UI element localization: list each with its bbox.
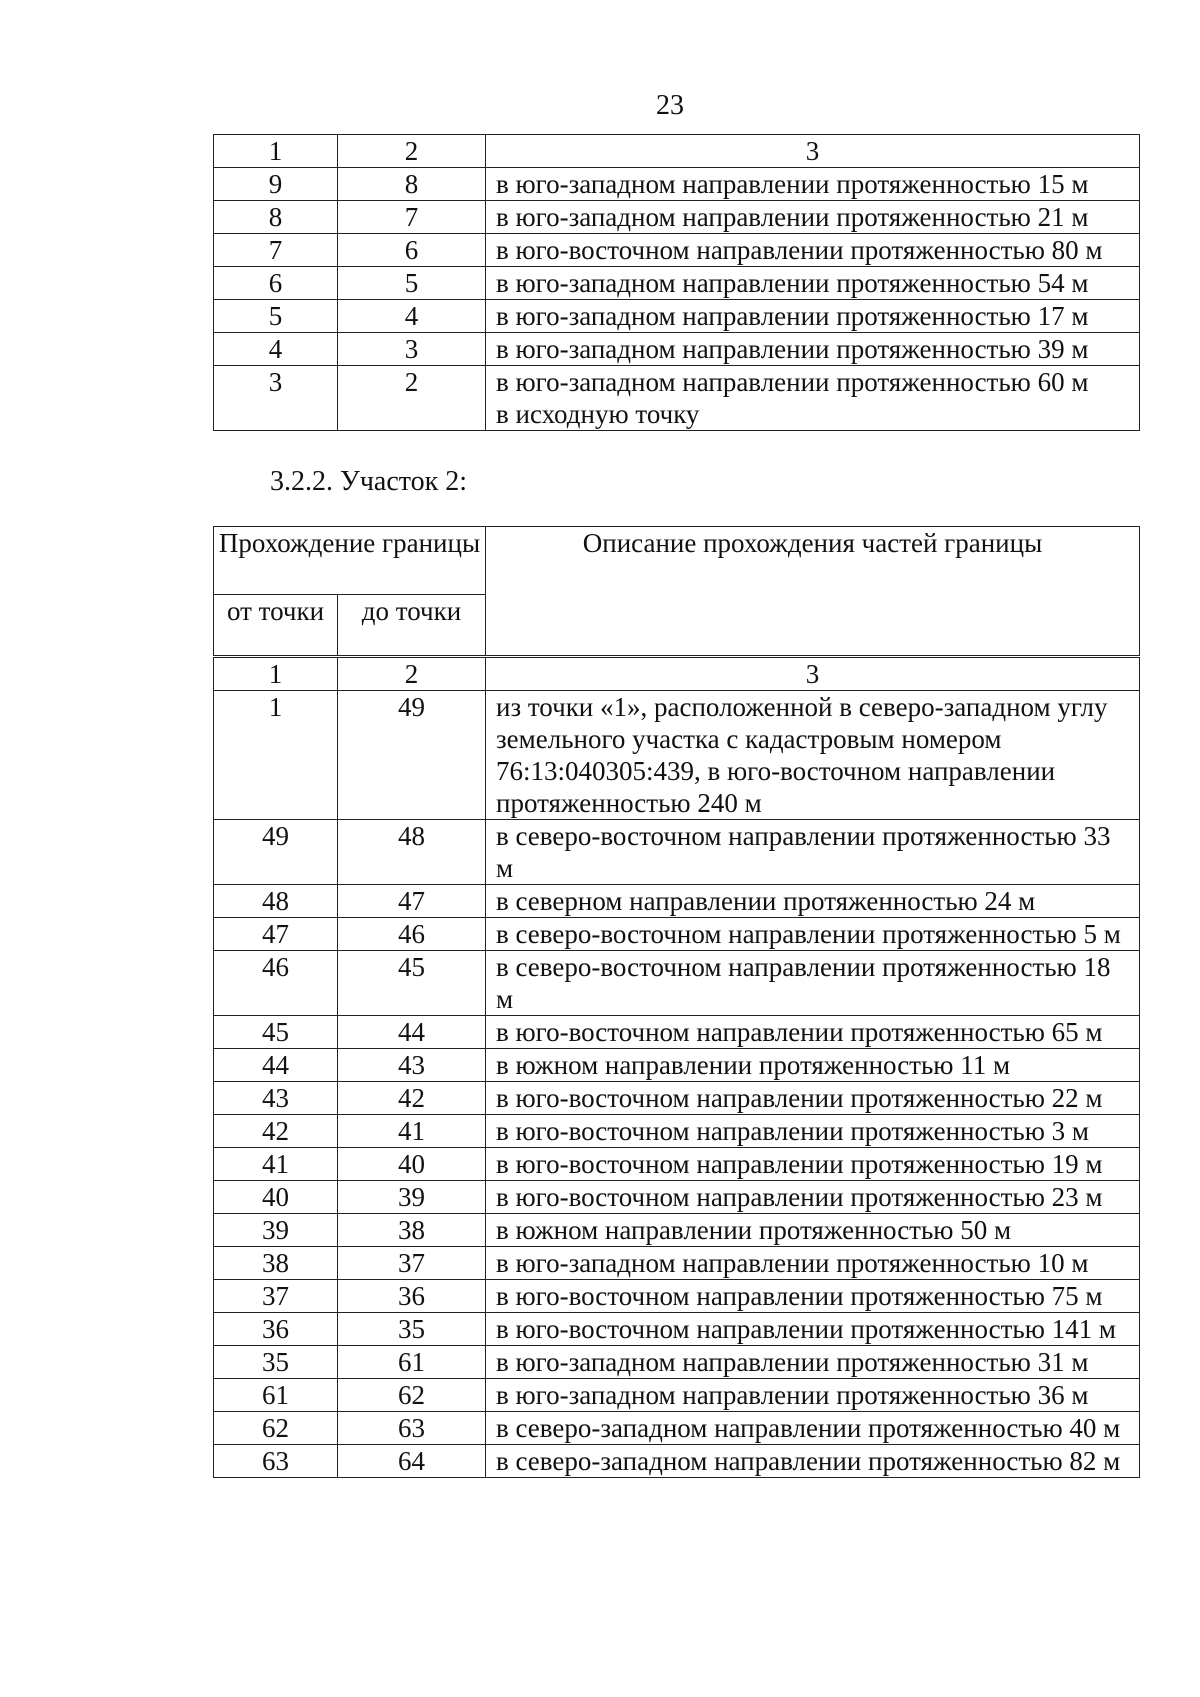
point-from: 35 bbox=[214, 1346, 338, 1379]
point-from: 7 bbox=[214, 234, 338, 267]
col-number: 1 bbox=[214, 135, 338, 168]
boundary-description: в юго-западном направлении протяженностью 54 м bbox=[486, 267, 1140, 300]
section-title: 3.2.2. Участок 2: bbox=[270, 466, 468, 497]
boundary-description: в юго-восточном направлении протяженностью 141 м bbox=[486, 1313, 1140, 1346]
point-from: 5 bbox=[214, 300, 338, 333]
point-to: 41 bbox=[338, 1115, 486, 1148]
point-from: 1 bbox=[214, 691, 338, 820]
point-to: 4 bbox=[338, 300, 486, 333]
table-row bbox=[214, 691, 1140, 820]
boundary-description: в северо-западном направлении протяженностью 40 м bbox=[486, 1412, 1140, 1445]
point-from: 44 bbox=[214, 1049, 338, 1082]
point-from: 62 bbox=[214, 1412, 338, 1445]
point-from: 63 bbox=[214, 1445, 338, 1478]
boundary-description: в юго-восточном направлении протяженностью 23 м bbox=[486, 1181, 1140, 1214]
header-to: до точки bbox=[338, 595, 486, 657]
table-row bbox=[214, 201, 1140, 234]
table-row bbox=[214, 234, 1140, 267]
header-description: Описание прохождения частей границы bbox=[486, 527, 1140, 657]
point-to: 64 bbox=[338, 1445, 486, 1478]
point-to: 37 bbox=[338, 1247, 486, 1280]
point-to: 46 bbox=[338, 918, 486, 951]
boundary-description: в северо-восточном направлении протяженностью 33 м bbox=[486, 820, 1140, 885]
col-number: 2 bbox=[338, 135, 486, 168]
table-row bbox=[214, 267, 1140, 300]
point-from: 45 bbox=[214, 1016, 338, 1049]
table-row bbox=[214, 1247, 1140, 1280]
point-from: 40 bbox=[214, 1181, 338, 1214]
point-to: 48 bbox=[338, 820, 486, 885]
point-from: 4 bbox=[214, 333, 338, 366]
point-to: 36 bbox=[338, 1280, 486, 1313]
page-number: 23 bbox=[656, 90, 684, 121]
boundary-description: в юго-западном направлении протяженностью 31 м bbox=[486, 1346, 1140, 1379]
point-from: 48 bbox=[214, 885, 338, 918]
point-to: 40 bbox=[338, 1148, 486, 1181]
boundary-description: в южном направлении протяженностью 11 м bbox=[486, 1049, 1140, 1082]
point-to: 45 bbox=[338, 951, 486, 1016]
boundary-description: в южном направлении протяженностью 50 м bbox=[486, 1214, 1140, 1247]
boundary-description: в юго-западном направлении протяженностью 15 м bbox=[486, 168, 1140, 201]
point-from: 42 bbox=[214, 1115, 338, 1148]
table-row bbox=[214, 1412, 1140, 1445]
point-from: 46 bbox=[214, 951, 338, 1016]
boundary-description: в юго-западном направлении протяженностью 17 м bbox=[486, 300, 1140, 333]
table-row bbox=[214, 300, 1140, 333]
header-from: от точки bbox=[214, 595, 338, 657]
col-number: 1 bbox=[214, 657, 338, 691]
table-row bbox=[214, 1049, 1140, 1082]
point-to: 43 bbox=[338, 1049, 486, 1082]
table-row bbox=[214, 1445, 1140, 1478]
point-from: 43 bbox=[214, 1082, 338, 1115]
table-row bbox=[214, 1379, 1140, 1412]
table-row bbox=[214, 168, 1140, 201]
point-from: 41 bbox=[214, 1148, 338, 1181]
table-row bbox=[214, 1313, 1140, 1346]
table-row bbox=[214, 1346, 1140, 1379]
point-to: 6 bbox=[338, 234, 486, 267]
point-to: 62 bbox=[338, 1379, 486, 1412]
table-row bbox=[214, 918, 1140, 951]
point-from: 8 bbox=[214, 201, 338, 234]
boundary-description: в северо-западном направлении протяженностью 82 м bbox=[486, 1445, 1140, 1478]
boundary-description: в северо-восточном направлении протяженностью 5 м bbox=[486, 918, 1140, 951]
boundary-table-2-body bbox=[214, 527, 1140, 1478]
boundary-description: в северном направлении протяженностью 24 м bbox=[486, 885, 1140, 918]
table-row bbox=[214, 333, 1140, 366]
table-row bbox=[214, 1214, 1140, 1247]
table-row bbox=[214, 951, 1140, 1016]
boundary-description: в юго-восточном направлении протяженностью 80 м bbox=[486, 234, 1140, 267]
point-to: 35 bbox=[338, 1313, 486, 1346]
col-number: 3 bbox=[486, 657, 1140, 691]
point-to: 44 bbox=[338, 1016, 486, 1049]
col-number: 2 bbox=[338, 657, 486, 691]
boundary-description: в юго-восточном направлении протяженностью 65 м bbox=[486, 1016, 1140, 1049]
point-from: 39 bbox=[214, 1214, 338, 1247]
boundary-description: в северо-восточном направлении протяженностью 18 м bbox=[486, 951, 1140, 1016]
boundary-description: в юго-восточном направлении протяженностью 75 м bbox=[486, 1280, 1140, 1313]
point-to: 63 bbox=[338, 1412, 486, 1445]
point-from: 49 bbox=[214, 820, 338, 885]
point-from: 3 bbox=[214, 366, 338, 431]
boundary-description: в юго-западном направлении протяженностью 36 м bbox=[486, 1379, 1140, 1412]
boundary-table-1-body bbox=[214, 135, 1140, 431]
table-row bbox=[214, 1181, 1140, 1214]
point-to: 5 bbox=[338, 267, 486, 300]
point-to: 2 bbox=[338, 366, 486, 431]
point-from: 61 bbox=[214, 1379, 338, 1412]
point-to: 8 bbox=[338, 168, 486, 201]
point-to: 3 bbox=[338, 333, 486, 366]
boundary-description: в юго-восточном направлении протяженностью 3 м bbox=[486, 1115, 1140, 1148]
point-to: 42 bbox=[338, 1082, 486, 1115]
table-row bbox=[214, 885, 1140, 918]
point-to: 49 bbox=[338, 691, 486, 820]
point-to: 7 bbox=[338, 201, 486, 234]
point-from: 38 bbox=[214, 1247, 338, 1280]
col-number: 3 bbox=[486, 135, 1140, 168]
point-to: 39 bbox=[338, 1181, 486, 1214]
point-from: 36 bbox=[214, 1313, 338, 1346]
table-row bbox=[214, 1115, 1140, 1148]
boundary-description: в юго-восточном направлении протяженностью 22 м bbox=[486, 1082, 1140, 1115]
table-row bbox=[214, 1148, 1140, 1181]
point-to: 38 bbox=[338, 1214, 486, 1247]
table-row bbox=[214, 1082, 1140, 1115]
point-from: 37 bbox=[214, 1280, 338, 1313]
boundary-description: в юго-восточном направлении протяженностью 19 м bbox=[486, 1148, 1140, 1181]
table-row bbox=[214, 1016, 1140, 1049]
header-group: Прохождение границы bbox=[214, 527, 486, 595]
header-row bbox=[214, 527, 1140, 595]
point-from: 9 bbox=[214, 168, 338, 201]
point-from: 6 bbox=[214, 267, 338, 300]
point-to: 47 bbox=[338, 885, 486, 918]
table-row bbox=[214, 366, 1140, 431]
boundary-description: в юго-западном направлении протяженностью 21 м bbox=[486, 201, 1140, 234]
column-number-row bbox=[214, 657, 1140, 691]
boundary-table-1 bbox=[213, 134, 1140, 431]
boundary-table-2 bbox=[213, 526, 1140, 1478]
boundary-description: в юго-западном направлении протяженностью 60 м в исходную точку bbox=[486, 366, 1140, 431]
point-from: 47 bbox=[214, 918, 338, 951]
boundary-description: из точки «1», расположенной в северо-западном углу земельного участка с кадастровым номером 76:13:040305:439, в юго-восточном направлении протяженностью 240 м bbox=[486, 691, 1140, 820]
point-to: 61 bbox=[338, 1346, 486, 1379]
boundary-description: в юго-западном направлении протяженностью 10 м bbox=[486, 1247, 1140, 1280]
table-row bbox=[214, 820, 1140, 885]
table-row bbox=[214, 1280, 1140, 1313]
boundary-description: в юго-западном направлении протяженностью 39 м bbox=[486, 333, 1140, 366]
column-number-row bbox=[214, 135, 1140, 168]
